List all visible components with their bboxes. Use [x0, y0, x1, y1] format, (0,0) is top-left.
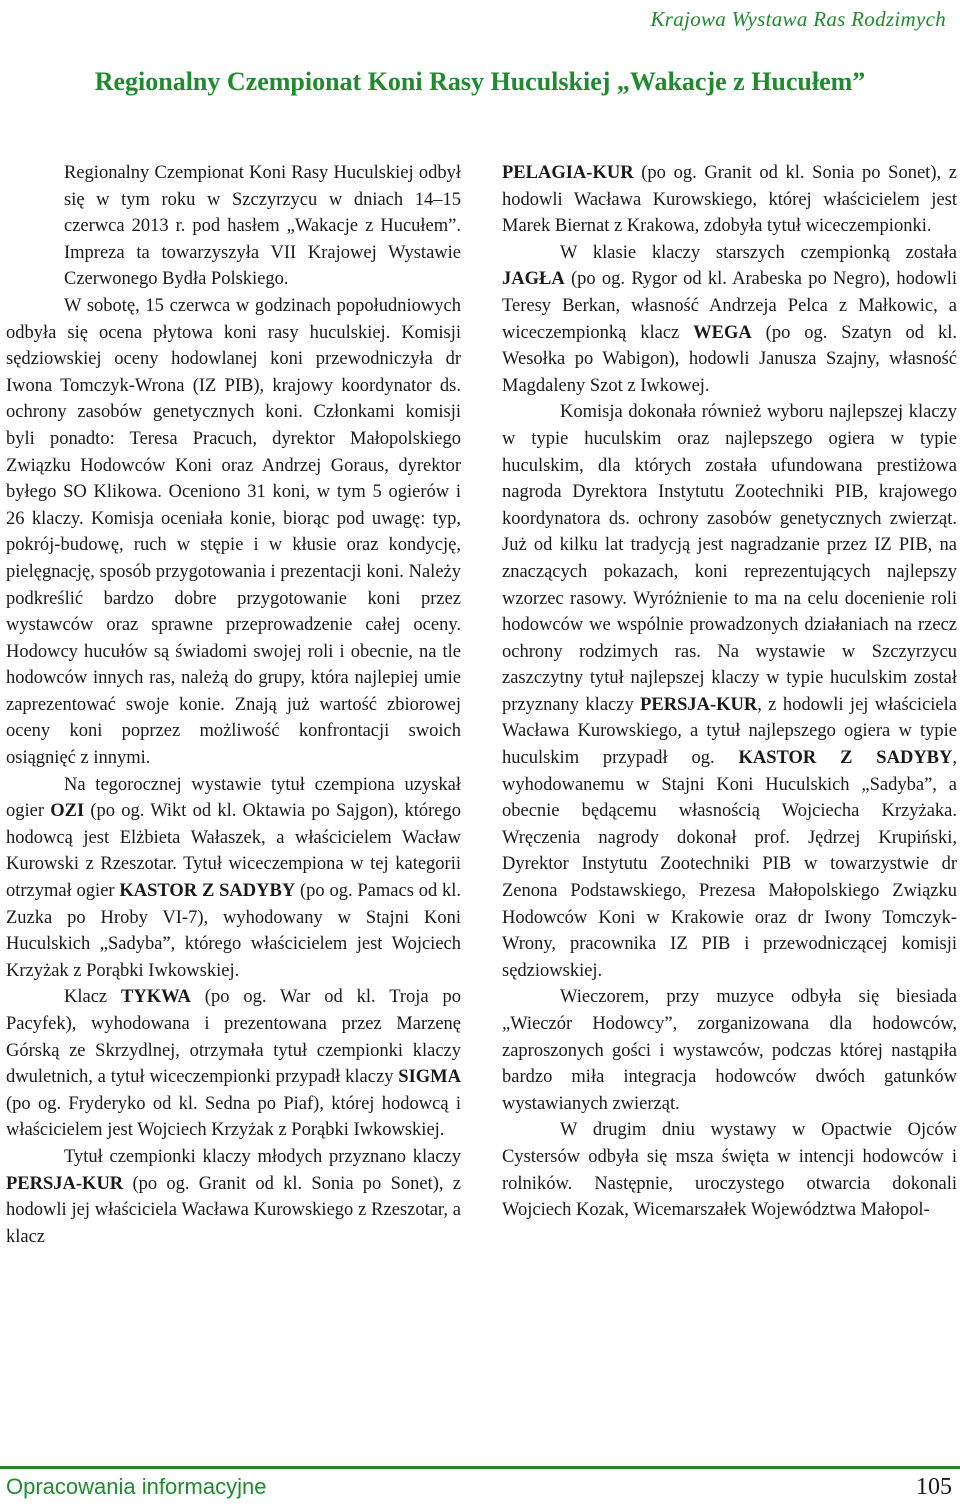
- text-run: (po og. Fryderyko od kl. Sedna po Piaf), której hodowcą i właścicielem jest Wojciech Krzyżak z Porąbki Iwkowskiej.: [6, 1093, 461, 1141]
- paragraph: [6, 160, 461, 293]
- horse-name: WEGA: [693, 322, 752, 343]
- text-run: (po og. War od kl. Troja po Pacyfek), wyhodowana i prezentowana przez Marzenę Górską ze Skrzydlnej, otrzymała tytuł czempionki klaczy dwuletnich, a tytuł wiceczempionki przypadł klaczy: [6, 987, 461, 1088]
- paragraph: [502, 984, 957, 1117]
- horse-name: PERSJA-KUR: [640, 694, 758, 715]
- paragraph: [6, 772, 461, 985]
- text-run: Komisja dokonała również wyboru najlepszej klaczy w typie huculskim oraz najlepszego ogiera w typie huculskim, dla których została ufundowana prestiżowa nagroda Dyrektora Instytutu Zootechniki PIB, krajowego koordynatora ds. ochrony zasobów genetycznych zwierząt. Już od kilku lat tradycją jest nagradzanie przez IZ PIB, na znaczących pokazach, koni reprezentujących najlepszy wzorzec rasowy. Wyróżnienie to ma na celu docenienie roli hodowców we wspólnie prowadzonych działaniach na rzecz ochrony rodzimych ras. Na wystawie w Szczyrzycu zaszczytny tytuł najlepszej klaczy w typie huculskim został przyznany klaczy: [502, 402, 957, 715]
- right-column: [502, 160, 957, 1224]
- page-number: 105: [916, 1474, 952, 1500]
- text-run: W drugim dniu wystawy w Opactwie Ojców Cystersów odbyła się msza święta w intencji hodowców i rolników. Następnie, uroczystego otwarcia dokonali Wojciech Kozak, Wicemarszałek Województwa Małopol-: [502, 1120, 957, 1221]
- text-run: (po og. Granit od kl. Sonia po Sonet), z hodowli Wacława Kurowskiego, której właścicielem jest Marek Biernat z Krakowa, zdobyła tytuł wiceczempionki.: [502, 163, 957, 237]
- paragraph: [502, 399, 957, 984]
- text-run: , z hodowli jej właściciela Wacława Kurowskiego, a tytuł najlepszego ogiera w typie huculskim przypadł og.: [502, 694, 957, 769]
- horse-name: JAGŁA: [502, 269, 565, 290]
- paragraph: [502, 1117, 957, 1223]
- text-run: (po og. Szatyn od kl. Wesołka po Wabigon), hodowli Janusza Szajny, własność Magdaleny Szot z Iwkowej.: [502, 322, 957, 396]
- horse-name: TYKWA: [121, 987, 191, 1008]
- text-run: Klacz: [64, 987, 122, 1008]
- paragraph: [6, 984, 461, 1144]
- text-run: Regionalny Czempionat Koni Rasy Huculskiej odbył się w tym roku w Szczyrzycu w dniach 14–15 czerwca 2013 r. pod hasłem „Wakacje z Hucułem”. Impreza ta towarzyszyła VII Krajowej Wystawie Czerwonego Bydła Polskiego.: [64, 163, 461, 290]
- horse-name: PELAGIA-KUR: [502, 163, 634, 183]
- text-run: W klasie klaczy starszych czempionką została: [560, 242, 957, 263]
- text-run: , wyhodowanemu w Stajni Koni Huculskich „Sadyba”, a obecnie będącemu własnością Wojciecha Krzyżaka. Wręczenia nagrody dokonał prof. Jędrzej Krupiński, Dyrektor Instytutu Zootechniki PIB w towarzystwie dr Zenona Podstawskiego, Prezesa Małopolskiego Związku Hodowców Koni w Krakowie oraz dr Iwony Tomczyk-Wrony, pracownika IZ PIB i przewodniczącej komisji sędziowskiej.: [502, 748, 958, 981]
- paragraph: [502, 160, 957, 240]
- running-head: Krajowa Wystawa Ras Rodzimych: [650, 7, 946, 31]
- paragraph: [502, 240, 957, 400]
- horse-name: OZI: [50, 801, 85, 822]
- text-run: (po og. Granit od kl. Sonia po Sonet), z hodowli jej właściciela Wacława Kurowskiego z Rzeszotar, a klacz: [6, 1173, 461, 1247]
- article-title: Regionalny Czempionat Koni Rasy Huculskiej „Wakacje z Hucułem”: [94, 67, 866, 96]
- horse-name: KASTOR Z SADYBY: [738, 748, 953, 769]
- paragraph: [6, 293, 461, 772]
- text-run: (po og. Wikt od kl. Oktawia po Sajgon), którego hodowcą jest Elżbieta Wałaszek, a właścicielem Wacław Kurowski z Rzeszotar. Tytuł wiceczempiona w tej kategorii otrzymał ogier: [6, 801, 462, 902]
- horse-name: KASTOR Z SADYBY: [119, 881, 296, 902]
- horse-name: SIGMA: [398, 1067, 461, 1088]
- footer-rule: [0, 1466, 960, 1469]
- text-run: Tytuł czempionki klaczy młodych przyznano klaczy: [64, 1146, 461, 1167]
- text-run: Wieczorem, przy muzyce odbyła się biesiada „Wieczór Hodowcy”, zorganizowana dla hodowców, zaproszonych gości i wystawców, podczas której nastąpiła bardzo miła integracja hodowców dwóch gatunków wystawianych zwierząt.: [502, 987, 957, 1114]
- footer-section-label: Opracowania informacyjne: [6, 1474, 267, 1499]
- left-column: [6, 160, 461, 1250]
- text-run: (po og. Rygor od kl. Arabeska po Negro), hodowli Teresy Berkan, własność Andrzeja Pelca z Małkowic, a wiceczempionką klacz: [502, 269, 957, 343]
- text-run: W sobotę, 15 czerwca w godzinach popołudniowych odbyła się ocena płytowa koni rasy huculskiej. Komisji sędziowskiej oceny hodowlanej koni przewodniczyła dr Iwona Tomczyk-Wrona (IZ PIB), krajowy koordynator ds. ochrony zasobów genetycznych koni. Członkami komisji byli ponadto: Teresa Pracuch, dyrektor Małopolskiego Związku Hodowców Koni oraz Andrzej Goraus, dyrektor byłego SO Klikowa. Oceniono 31 koni, w tym 5 ogierów i 26 klaczy. Komisja oceniała konie, biorąc pod uwagę: typ, pokrój-budowę, ruch w stępie i w kłusie oraz kondycję, pielęgnację, sposób przygotowania i prezentacji koni. Należy podkreślić bardzo dobre przygotowanie koni przez wystawców oraz sprawne przeprowadzenie całej oceny. Hodowcy hucułów są świadomi swojej roli i obecnie, na tle hodowców innych ras, należą do grupy, która najlepiej umie zaprezentować swoje konie. Znają już wartość zbiorowej oceny koni poprzez możliwość konfrontacji swoich osiągnięć z innymi.: [6, 295, 461, 769]
- text-run: (po og. Pamacs od kl. Zuzka po Hroby VI-7), wyhodowany w Stajni Koni Huculskich „Sadyba”, którego właścicielem jest Wojciech Krzyżak z Porąbki Iwkowskiej.: [6, 881, 462, 981]
- text-run: Na tegorocznej wystawie tytuł czempiona uzyskał ogier: [6, 774, 461, 822]
- paragraph: [6, 1144, 461, 1250]
- horse-name: PERSJA-KUR: [6, 1173, 124, 1194]
